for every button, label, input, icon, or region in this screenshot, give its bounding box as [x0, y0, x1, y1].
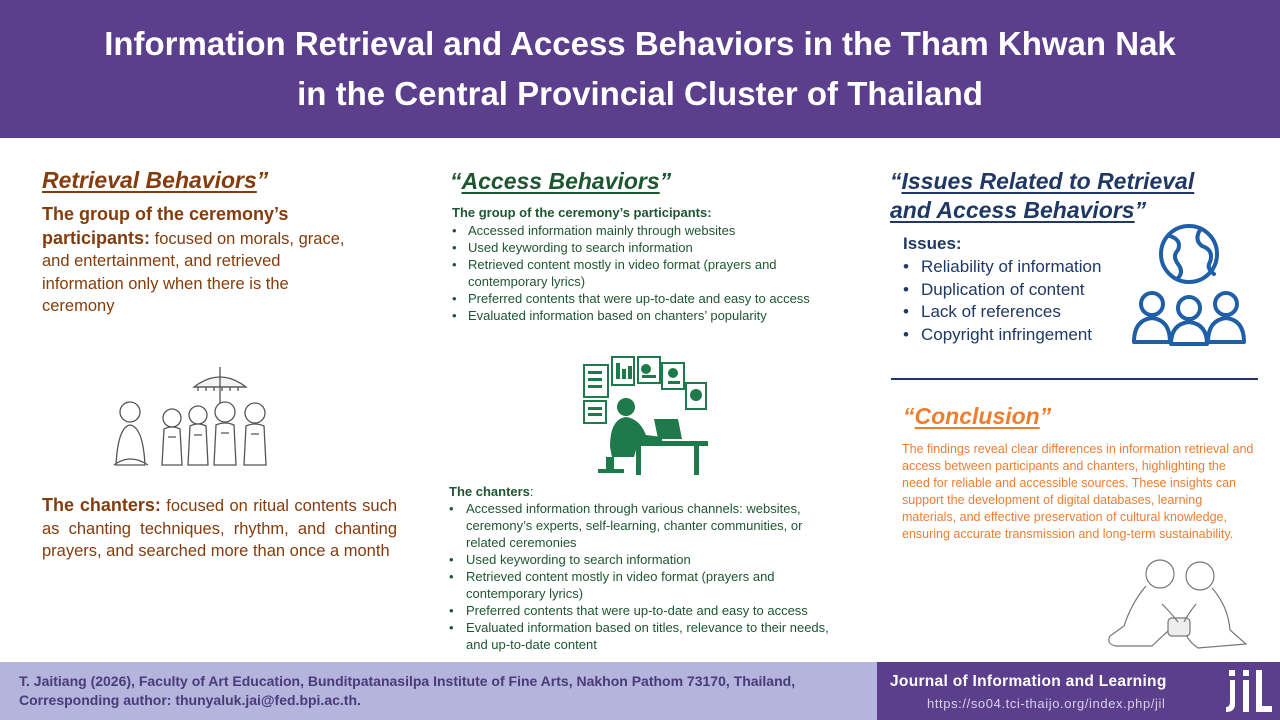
monks-ceremony-illustration: [110, 365, 295, 470]
retrieval-section-title: Retrieval Behaviors”: [42, 167, 269, 193]
footer-journal-bar: [877, 662, 1280, 720]
list-item: • Preferred contents that were up-to-date and easy to access: [452, 290, 822, 307]
list-item: • Copyright infringement: [903, 324, 1133, 347]
access-section-title: “Access Behaviors”: [450, 168, 672, 194]
list-item: • Preferred contents that were up-to-date and easy to access: [449, 602, 844, 619]
poster-header: [0, 0, 1280, 138]
conclusion-section-title: “Conclusion”: [903, 403, 1052, 429]
retrieval-participants-paragraph: The group of the ceremony’s participants: focused on morals, grace, and entertainment, and retrieved information only when there is the ceremony: [42, 204, 345, 315]
retrieval-chanters-paragraph: The chanters: focused on ritual contents such as chanting techniques, rhythm, and chanting prayers, and searched more than once a month: [42, 495, 398, 560]
access-chanters-list: [449, 500, 844, 653]
access-chanters-heading: The chanters:: [449, 484, 534, 499]
poster-title-line-1: Information Retrieval and Access Behaviors in the Tham Khwan Nak: [104, 25, 1176, 62]
journal-url-link[interactable]: https://so04.tci-thaijo.org/index.php/jil: [927, 696, 1166, 711]
access-participants-heading: The group of the ceremony’s participants:: [452, 205, 712, 220]
footer-citation: T. Jaitiang (2026), Faculty of Art Education, Bunditpatanasilpa Institute of Fine Arts, Nakhon Pathom 73170, Thailand, Corresponding author: thunyaluk.jai@fed.bpi.ac.th.: [19, 673, 796, 708]
list-item: • Reliability of information: [903, 256, 1133, 279]
list-item: • Retrieved content mostly in video format (prayers and contemporary lyrics): [449, 568, 844, 602]
issues-heading: Issues:: [903, 234, 962, 253]
footer-citation-bar: [0, 662, 877, 720]
children-illustration: [1102, 556, 1252, 652]
list-item: • Retrieved content mostly in video format (prayers and contemporary lyrics): [452, 256, 822, 290]
list-item: • Used keywording to search information: [452, 239, 822, 256]
journal-name: Journal of Information and Learning: [890, 673, 1167, 690]
list-item: • Evaluated information based on chanters’ popularity: [452, 307, 822, 324]
issues-list: [903, 256, 1133, 346]
person-at-computer-with-documents-icon: [582, 355, 710, 477]
conclusion-paragraph: The findings reveal clear differences in information retrieval and access between participants and chanters, highlighting the need for reliable and accessible sources. These insights can support the development of digital databases, learning materials, and effective preservation of cultural knowledge, ensuring accurate transmission and long-term sustainability.: [902, 442, 1254, 541]
list-item: • Lack of references: [903, 301, 1133, 324]
list-item: • Used keywording to search information: [449, 551, 844, 568]
list-item: • Duplication of content: [903, 279, 1133, 302]
globe-people-icon: [1130, 220, 1248, 348]
poster-title-line-2: in the Central Provincial Cluster of Thailand: [297, 75, 983, 112]
issues-section-title: “Issues Related to Retrieval and Access Behaviors”: [890, 168, 1195, 223]
jil-logo: [1223, 666, 1275, 716]
list-item: • Accessed information mainly through websites: [452, 222, 822, 239]
list-item: • Evaluated information based on titles, relevance to their needs, and up-to-date content: [449, 619, 844, 653]
section-divider: [891, 378, 1258, 380]
list-item: • Accessed information through various channels: websites, ceremony’s experts, self-learning, chanter communities, or related ceremonies: [449, 500, 844, 551]
access-participants-list: [452, 222, 822, 324]
